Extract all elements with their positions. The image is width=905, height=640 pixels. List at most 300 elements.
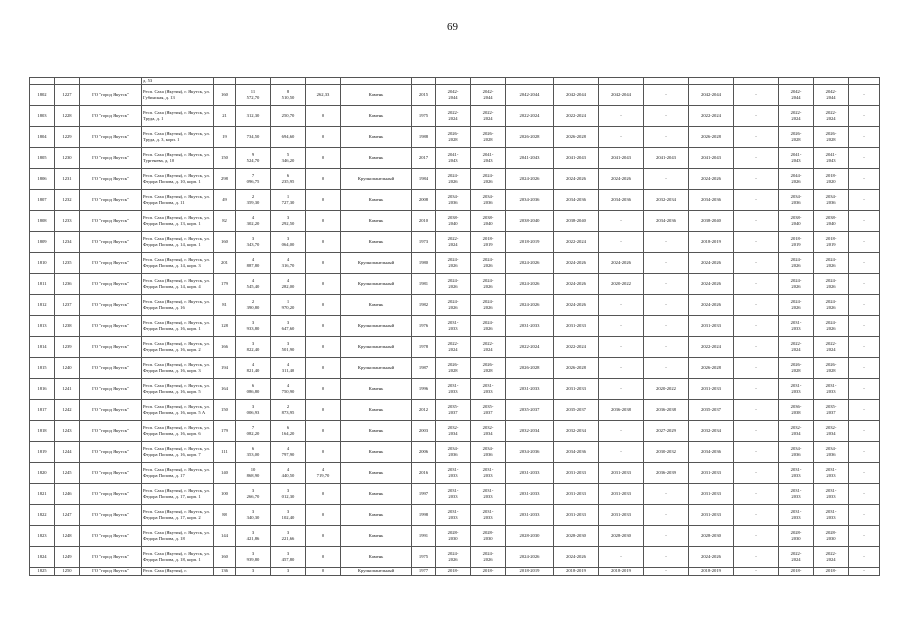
nonresidential-area-cell: 0 (306, 483, 341, 504)
period-9-cell: 2041- 2043 (779, 147, 814, 168)
period-2-cell: 2026- 2028 (471, 357, 506, 378)
period-1-cell: 2032- 2034 (436, 420, 471, 441)
wall-material-cell: Камень (341, 525, 412, 546)
period-2-cell: 2031- 2033 (471, 378, 506, 399)
municipality-cell: ГО "город Якутск" (80, 231, 142, 252)
period-6-cell: - (644, 231, 689, 252)
period-8-cell: - (734, 105, 779, 126)
period-10-cell: 2024- 2026 (814, 315, 849, 336)
commission-year-cell: 1987 (412, 357, 436, 378)
period-2-cell: 2018- 2019 (471, 231, 506, 252)
total-area-cell: 2 359,30 (236, 189, 271, 210)
period-9-cell: 2044- 2026 (779, 168, 814, 189)
period-3-cell: 2024-2026 (506, 252, 554, 273)
period-5-cell: - (599, 126, 644, 147)
address-cell: Респ. Саха (Якутия), г. Якутск, ул. Федора Попова, д. 13, корп. 1 (142, 210, 214, 231)
period-5-cell: - (599, 231, 644, 252)
wall-material-cell: Камень (341, 441, 412, 462)
period-11-cell: - (849, 483, 880, 504)
house-id-cell: 1240 (55, 357, 80, 378)
period-7-cell: 2042-2044 (689, 84, 734, 105)
period-2-cell: 2026- 2028 (471, 126, 506, 147)
living-area-cell: 1 727,30 (271, 189, 306, 210)
total-area-cell: 3 340,30 (236, 504, 271, 525)
period-10-cell: 2026- 2028 (814, 357, 849, 378)
wall-material-cell: Камень (341, 483, 412, 504)
period-6-cell: - (644, 525, 689, 546)
period-2-cell: 2032- 2034 (471, 420, 506, 441)
period-6-cell: - (644, 168, 689, 189)
living-area-cell: 3 (271, 567, 306, 575)
period-9-cell: 2026- 2028 (779, 357, 814, 378)
period-2-cell: 2031- 2033 (471, 483, 506, 504)
living-area-cell: 3 012,30 (271, 483, 306, 504)
period-7-cell: 2034-2036 (689, 189, 734, 210)
living-area-cell: 5 346,20 (271, 147, 306, 168)
living-area-cell: 4 797,90 (271, 441, 306, 462)
period-8-cell: - (734, 315, 779, 336)
period-8-cell: - (734, 273, 779, 294)
period-1-cell: 2041- 2043 (436, 147, 471, 168)
nonresidential-area-cell: 0 (306, 504, 341, 525)
period-9-cell: 2032- 2034 (779, 420, 814, 441)
commission-year-cell: 2003 (412, 420, 436, 441)
period-3-cell: 2024-2026 (506, 273, 554, 294)
row-number-cell: 1819 (30, 441, 55, 462)
living-area-cell: 6 235,95 (271, 168, 306, 189)
period-9-cell: 2028- 2030 (779, 525, 814, 546)
build-year-count-cell: 140 (214, 462, 236, 483)
build-year-count-cell: 82 (214, 210, 236, 231)
period-4-cell: 2041-2043 (554, 147, 599, 168)
period-4-cell: 2031-2033 (554, 483, 599, 504)
table-row (30, 84, 880, 105)
period-10-cell: 2024- 2026 (814, 252, 849, 273)
nonresidential-area-cell: 0 (306, 336, 341, 357)
table-row (30, 231, 880, 252)
period-2-cell: 2038- 2040 (471, 210, 506, 231)
nonresidential-area-cell: 0 (306, 525, 341, 546)
table-row (30, 357, 880, 378)
period-11-cell: - (849, 147, 880, 168)
period-5-cell: 2031-2033 (599, 483, 644, 504)
commission-year-cell: 1975 (412, 546, 436, 567)
build-year-count-cell: 144 (214, 525, 236, 546)
table-row (30, 168, 880, 189)
period-11-cell: - (849, 210, 880, 231)
commission-year-cell: 1977 (412, 567, 436, 575)
row-number-cell: 1814 (30, 336, 55, 357)
nonresidential-area-cell: 0 (306, 189, 341, 210)
wall-material-cell: Камень (341, 84, 412, 105)
municipality-cell: ГО "город Якутск" (80, 210, 142, 231)
wall-material-cell: Камень (341, 294, 412, 315)
period-4-cell: 2031-2033 (554, 378, 599, 399)
commission-year-cell: 1973 (412, 231, 436, 252)
period-2-cell: 2024- 2026 (471, 273, 506, 294)
period-1-cell: 2031- 2033 (436, 462, 471, 483)
nonresidential-area-cell: 0 (306, 294, 341, 315)
total-area-cell: 2 390,80 (236, 294, 271, 315)
period-2-cell: 2042- 2044 (471, 84, 506, 105)
wall-material-cell: Камень (341, 210, 412, 231)
period-11-cell: - (849, 504, 880, 525)
period-10-cell: 2041- 2043 (814, 147, 849, 168)
address-cell: Респ. Саха (Якутия), г. Якутск, ул. Федора Попова, д. 16, корп. 3 (142, 357, 214, 378)
table-row (30, 525, 880, 546)
municipality-cell: ГО "город Якутск" (80, 126, 142, 147)
commission-year-cell: 1980 (412, 252, 436, 273)
period-8-cell: - (734, 567, 779, 575)
row-number-cell: 1802 (30, 84, 55, 105)
municipality-cell: ГО "город Якутск" (80, 399, 142, 420)
period-7-cell: 2032-2034 (689, 420, 734, 441)
living-area-cell: 3 647,60 (271, 315, 306, 336)
period-8-cell: - (734, 378, 779, 399)
commission-year-cell: 2017 (412, 147, 436, 168)
period-6-cell: - (644, 84, 689, 105)
period-10-cell: 2018- (814, 567, 849, 575)
total-area-cell: 6 353,00 (236, 441, 271, 462)
period-10-cell: 2031- 2033 (814, 504, 849, 525)
living-area-cell: 250,70 (271, 105, 306, 126)
period-9-cell: 2034- 2036 (779, 189, 814, 210)
period-2-cell: 2031- 2033 (471, 504, 506, 525)
period-7-cell: 2026-2028 (689, 357, 734, 378)
row-number-cell: 1803 (30, 105, 55, 126)
table-row (30, 546, 880, 567)
period-9-cell: 2031- 2033 (779, 315, 814, 336)
period-4-cell: 2024-2026 (554, 168, 599, 189)
period-1-cell: 2035- 2037 (436, 399, 471, 420)
period-11-cell: - (849, 357, 880, 378)
period-1-cell: 2024- 2026 (436, 273, 471, 294)
table-row (30, 294, 880, 315)
period-10-cell: 2031- 2033 (814, 378, 849, 399)
commission-year-cell: 1981 (412, 273, 436, 294)
period-1-cell: 2026- 2028 (436, 357, 471, 378)
period-6-cell: - (644, 504, 689, 525)
table-row (30, 336, 880, 357)
period-6-cell: 2030-2032 (644, 441, 689, 462)
period-10-cell: 2035- 2037 (814, 399, 849, 420)
table-row (30, 483, 880, 504)
period-6-cell: - (644, 357, 689, 378)
table-row (30, 399, 880, 420)
row-number-cell: 1817 (30, 399, 55, 420)
period-4-cell: 2024-2026 (554, 294, 599, 315)
municipality-cell: ГО "город Якутск" (80, 420, 142, 441)
total-area-cell: 9 524,70 (236, 147, 271, 168)
period-10-cell: 2042- 2044 (814, 84, 849, 105)
period-5-cell: - (599, 546, 644, 567)
living-area-cell: 3 292,50 (271, 210, 306, 231)
page-number: 69 (447, 21, 458, 33)
period-6-cell: - (644, 483, 689, 504)
period-3-cell: 2038-2040 (506, 210, 554, 231)
period-10-cell: 2024- 2026 (814, 294, 849, 315)
period-4-cell: 2031-2033 (554, 462, 599, 483)
address-cell: Респ. Саха (Якутия), г. Якутск, ул. Федора Попова, д. 14, корп. 3 (142, 252, 214, 273)
period-6-cell: - (644, 546, 689, 567)
period-7-cell: 2024-2026 (689, 252, 734, 273)
row-number-cell: 1806 (30, 168, 55, 189)
period-7-cell: 2022-2024 (689, 105, 734, 126)
commission-year-cell: 1982 (412, 294, 436, 315)
house-id-cell: 1227 (55, 84, 80, 105)
living-area-cell: 2 873,95 (271, 399, 306, 420)
municipality-cell: ГО "город Якутск" (80, 462, 142, 483)
period-3-cell: 2031-2033 (506, 504, 554, 525)
period-3-cell: 2031-2033 (506, 462, 554, 483)
total-area-cell: 11 572,70 (236, 84, 271, 105)
period-4-cell: 2034-2036 (554, 189, 599, 210)
period-5-cell: 2031-2033 (599, 462, 644, 483)
period-5-cell: 2024-2026 (599, 168, 644, 189)
period-2-cell: 2041- 2043 (471, 147, 506, 168)
row-number-cell: 1822 (30, 504, 55, 525)
municipality-cell: ГО "город Якутск" (80, 189, 142, 210)
nonresidential-area-cell: 0 (306, 273, 341, 294)
period-5-cell: - (599, 378, 644, 399)
house-id-cell: 1250 (55, 567, 80, 575)
period-11-cell: - (849, 420, 880, 441)
living-area-cell: 4 750,90 (271, 378, 306, 399)
period-9-cell: 2018- 2019 (779, 231, 814, 252)
period-4-cell: 2042-2044 (554, 84, 599, 105)
house-id-cell: 1228 (55, 105, 80, 126)
wall-material-cell: Камень (341, 378, 412, 399)
wall-material-cell: Крупнопанельный (341, 252, 412, 273)
period-11-cell: - (849, 294, 880, 315)
period-9-cell: 2042- 2044 (779, 84, 814, 105)
period-1-cell: 2031- 2033 (436, 483, 471, 504)
period-3-cell: 2022-2024 (506, 105, 554, 126)
period-5-cell: - (599, 294, 644, 315)
build-year-count-cell: 201 (214, 252, 236, 273)
municipality-cell: ГО "город Якутск" (80, 84, 142, 105)
period-7-cell: 2018-2019 (689, 567, 734, 575)
build-year-count-cell: 19 (214, 126, 236, 147)
build-year-count-cell: 160 (214, 231, 236, 252)
period-3-cell: 2018-2019 (506, 231, 554, 252)
total-area-cell: 3 343,70 (236, 231, 271, 252)
address-cell: Респ. Саха (Якутия), г. Якутск, ул. Труда, д. 3, корп. 1 (142, 126, 214, 147)
period-4-cell: 2022-2024 (554, 336, 599, 357)
municipality-cell: ГО "город Якутск" (80, 483, 142, 504)
period-6-cell: - (644, 567, 689, 575)
municipality-cell: ГО "город Якутск" (80, 315, 142, 336)
nonresidential-area-cell: 262,33 (306, 84, 341, 105)
period-4-cell: 2024-2026 (554, 273, 599, 294)
period-1-cell: 2022- 2024 (436, 231, 471, 252)
build-year-count-cell: 100 (214, 483, 236, 504)
total-area-cell: 4 302,20 (236, 210, 271, 231)
build-year-count-cell: 49 (214, 189, 236, 210)
living-area-cell: 4 316,70 (271, 252, 306, 273)
table-row (30, 420, 880, 441)
period-5-cell: 2031-2033 (599, 504, 644, 525)
period-8-cell: - (734, 399, 779, 420)
period-8-cell: - (734, 168, 779, 189)
period-4-cell: 2024-2026 (554, 252, 599, 273)
period-9-cell: 2034- 2036 (779, 441, 814, 462)
period-4-cell: 2034-2036 (554, 441, 599, 462)
build-year-count-cell: 179 (214, 273, 236, 294)
period-5-cell: - (599, 441, 644, 462)
address-cell: Респ. Саха (Якутия), г. Якутск, ул. Труда, д. 1 (142, 105, 214, 126)
period-8-cell: - (734, 462, 779, 483)
period-1-cell: 2026- 2028 (436, 126, 471, 147)
address-fragment: д. 53 (142, 78, 214, 85)
wall-material-cell: Крупнопанельный (341, 336, 412, 357)
period-9-cell: 2036- 2038 (779, 399, 814, 420)
period-3-cell: 2042-2044 (506, 84, 554, 105)
period-11-cell: - (849, 462, 880, 483)
period-6-cell: 2034-2036 (644, 210, 689, 231)
row-number-cell: 1807 (30, 189, 55, 210)
period-3-cell: 2022-2024 (506, 336, 554, 357)
period-7-cell: 2041-2043 (689, 147, 734, 168)
nonresidential-area-cell: 0 (306, 168, 341, 189)
period-1-cell: 2022- 2024 (436, 336, 471, 357)
nonresidential-area-cell: 0 (306, 546, 341, 567)
table-row (30, 105, 880, 126)
nonresidential-area-cell: 0 (306, 399, 341, 420)
period-2-cell: 2034- 2036 (471, 441, 506, 462)
period-5-cell: 2028-2030 (599, 525, 644, 546)
table-row (30, 441, 880, 462)
period-4-cell: 2038-2040 (554, 210, 599, 231)
build-year-count-cell: 298 (214, 168, 236, 189)
address-cell: Респ. Саха (Якутия), г. Якутск, ул. Федора Попова, д. 16 (142, 294, 214, 315)
period-3-cell: 2026-2028 (506, 357, 554, 378)
wall-material-cell: Крупнопанельный (341, 357, 412, 378)
address-cell: Респ. Саха (Якутия), г. Якутск, ул. Федора Попова, д. 16, корп. 1 (142, 315, 214, 336)
address-cell: Респ. Саха (Якутия), г. Якутск, ул. Губинская, д. 13 (142, 84, 214, 105)
address-cell: Респ. Саха (Якутия), г. Якутск, ул. Федора Попова, д. 18 (142, 525, 214, 546)
period-10-cell: 2018- 2019 (814, 231, 849, 252)
total-area-cell: 4 545,40 (236, 273, 271, 294)
row-number-cell: 1810 (30, 252, 55, 273)
period-9-cell: 2031- 2033 (779, 462, 814, 483)
period-10-cell: 2038- 2040 (814, 210, 849, 231)
wall-material-cell: Камень (341, 105, 412, 126)
address-cell: Респ. Саха (Якутия), г. Якутск, ул. Федора Попова, д. 16, корп. 5 А (142, 399, 214, 420)
period-10-cell: 2018- 2020 (814, 168, 849, 189)
house-id-cell: 1246 (55, 483, 80, 504)
period-3-cell: 2024-2026 (506, 546, 554, 567)
period-11-cell: - (849, 126, 880, 147)
wall-material-cell: Камень (341, 462, 412, 483)
address-cell: Респ. Саха (Якутия), г. Якутск, ул. Федора Попова, д. 10, корп. 1 (142, 168, 214, 189)
row-number-cell: 1816 (30, 378, 55, 399)
period-11-cell: - (849, 399, 880, 420)
commission-year-cell: 2015 (412, 84, 436, 105)
period-5-cell: 2034-2036 (599, 189, 644, 210)
period-8-cell: - (734, 420, 779, 441)
period-9-cell: 2038- 2040 (779, 210, 814, 231)
municipality-cell: ГО "город Якутск" (80, 525, 142, 546)
period-5-cell: 2036-2038 (599, 399, 644, 420)
municipality-cell: ГО "город Якутск" (80, 147, 142, 168)
nonresidential-area-cell: 0 (306, 441, 341, 462)
table-row (30, 378, 880, 399)
period-3-cell: 2031-2033 (506, 378, 554, 399)
row-number-cell: 1824 (30, 546, 55, 567)
period-11-cell: - (849, 378, 880, 399)
period-7-cell: 2031-2033 (689, 315, 734, 336)
municipality-cell: ГО "город Якутск" (80, 504, 142, 525)
living-area-cell: 8 510,50 (271, 84, 306, 105)
period-7-cell: 2018-2019 (689, 231, 734, 252)
period-3-cell: 2024-2026 (506, 294, 554, 315)
period-1-cell: 2034- 2036 (436, 441, 471, 462)
period-8-cell: - (734, 126, 779, 147)
period-6-cell: - (644, 273, 689, 294)
period-11-cell: - (849, 168, 880, 189)
commission-year-cell: 2016 (412, 462, 436, 483)
house-id-cell: 1238 (55, 315, 80, 336)
period-11-cell: - (849, 231, 880, 252)
period-6-cell: 2027-2029 (644, 420, 689, 441)
house-id-cell: 1229 (55, 126, 80, 147)
municipality-cell: ГО "город Якутск" (80, 273, 142, 294)
total-area-cell: 3 (236, 567, 271, 575)
commission-year-cell: 2012 (412, 399, 436, 420)
period-11-cell: - (849, 105, 880, 126)
period-9-cell: 2024- 2026 (779, 273, 814, 294)
period-7-cell: 2038-2040 (689, 210, 734, 231)
address-cell: Респ. Саха (Якутия), г. Якутск, ул. Федора Попова, д. 16, корп. 2 (142, 336, 214, 357)
build-year-count-cell: 136 (214, 567, 236, 575)
nonresidential-area-cell: 0 (306, 147, 341, 168)
period-2-cell: 2022- 2024 (471, 105, 506, 126)
period-9-cell: 2022- 2024 (779, 336, 814, 357)
period-1-cell: 2031- 2033 (436, 378, 471, 399)
period-10-cell: 2034- 2036 (814, 441, 849, 462)
table-row (30, 273, 880, 294)
commission-year-cell: 1998 (412, 504, 436, 525)
build-year-count-cell: 81 (214, 294, 236, 315)
period-8-cell: - (734, 504, 779, 525)
period-1-cell: 2022- 2024 (436, 105, 471, 126)
period-2-cell: 2034- 2036 (471, 189, 506, 210)
total-area-cell: 3 933,80 (236, 315, 271, 336)
period-5-cell: 2041-2043 (599, 147, 644, 168)
house-id-cell: 1236 (55, 273, 80, 294)
total-area-cell: 3 006,93 (236, 399, 271, 420)
build-year-count-cell: 21 (214, 105, 236, 126)
period-6-cell: - (644, 105, 689, 126)
period-10-cell: 2022- 2024 (814, 546, 849, 567)
period-1-cell: 2024- 2026 (436, 294, 471, 315)
period-6-cell: - (644, 126, 689, 147)
row-number-cell: 1812 (30, 294, 55, 315)
living-area-cell: 4 440,50 (271, 462, 306, 483)
period-8-cell: - (734, 294, 779, 315)
municipality-cell: ГО "город Якутск" (80, 294, 142, 315)
period-2-cell: 2024- 2026 (471, 315, 506, 336)
period-4-cell: 2022-2024 (554, 231, 599, 252)
period-7-cell: 2024-2026 (689, 273, 734, 294)
period-4-cell: 2028-2030 (554, 525, 599, 546)
period-4-cell: 2032-2034 (554, 420, 599, 441)
period-7-cell: 2031-2033 (689, 378, 734, 399)
period-3-cell: 2041-2043 (506, 147, 554, 168)
period-2-cell: 2024- 2026 (471, 546, 506, 567)
period-7-cell: 2031-2033 (689, 504, 734, 525)
